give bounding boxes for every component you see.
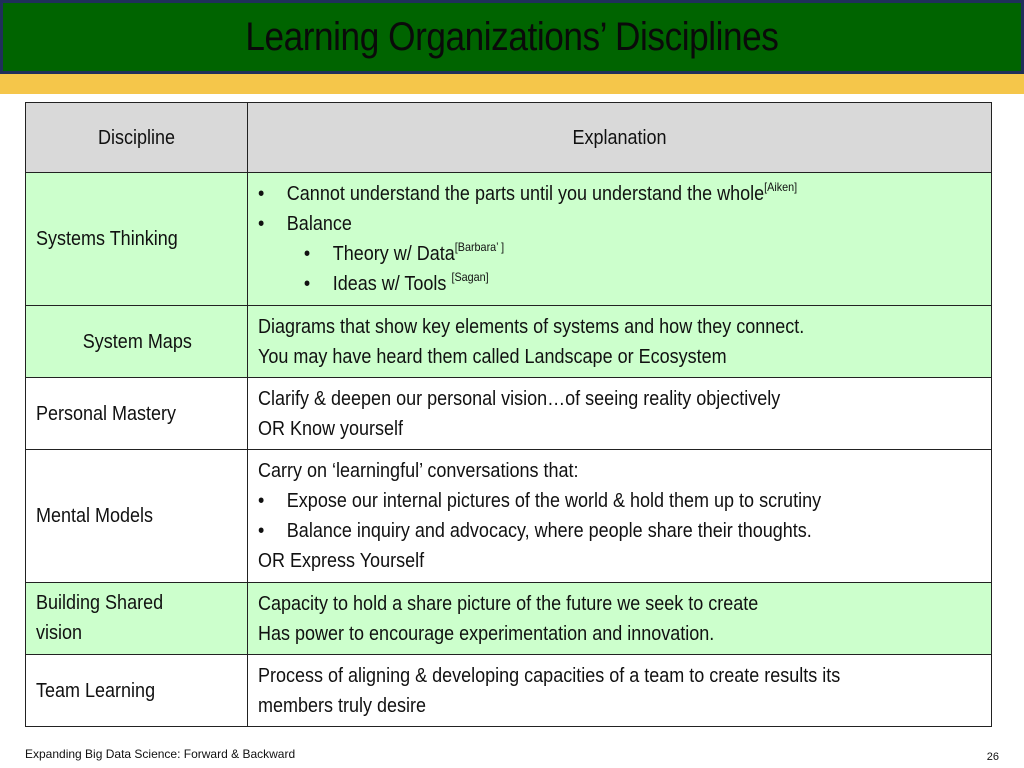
bullet-item: • Expose our internal pictures of the world & hold them up to scrutiny [258,486,909,516]
bullet-item: • Balance [258,209,909,239]
citation: [Sagan] [451,270,489,284]
table-row [26,450,992,583]
discipline-cell: System Maps [26,306,248,378]
explanation-cell: Clarify & deepen our personal vision…of seeing reality objectively OR Know yourself [248,378,992,450]
sub-bullet-item: • Ideas w/ Tools [Sagan] [258,269,909,299]
table-row [26,173,992,306]
citation: [Aiken] [764,180,798,194]
disciplines-table [25,102,992,727]
discipline-cell: Building Shared vision [26,583,248,655]
header-explanation: Explanation [248,103,992,173]
table-row [26,378,992,450]
page-number: 26 [986,751,999,763]
discipline-cell: Systems Thinking [26,173,248,306]
explanation-cell: Process of aligning & developing capacities of a team to create results its members truly desire [248,655,992,727]
table-row [26,583,992,655]
citation: [Barbara’ ] [454,240,505,254]
explanation-cell: Carry on ‘learningful’ conversations that: • Expose our internal pictures of the world & hold them up to scrutiny • Balance inquiry and advocacy, where people share their thoughts. OR Express Yourself [248,450,992,583]
title-underline [0,74,1024,94]
bullet-item: • Balance inquiry and advocacy, where people share their thoughts. [258,516,909,546]
discipline-cell: Team Learning [26,655,248,727]
discipline-cell: Mental Models [26,450,248,583]
explanation-cell [248,173,992,306]
bullet-item: • Cannot understand the parts until you understand the whole[Aiken] [258,179,909,209]
table-row [26,655,992,727]
discipline-cell: Personal Mastery [26,378,248,450]
title-bar [0,0,1024,74]
footer-text: Expanding Big Data Science: Forward & Backward [25,747,296,761]
slide-title: Learning Organizations’ Disciplines [245,14,779,59]
header-discipline: Discipline [26,103,248,173]
table-header-row [26,103,992,173]
explanation-cell: Diagrams that show key elements of systems and how they connect. You may have heard them called Landscape or Ecosystem [248,306,992,378]
table-row [26,306,992,378]
sub-bullet-item: • Theory w/ Data[Barbara’ ] [258,239,909,269]
explanation-cell: Capacity to hold a share picture of the future we seek to create Has power to encourage experimentation and innovation. [248,583,992,655]
